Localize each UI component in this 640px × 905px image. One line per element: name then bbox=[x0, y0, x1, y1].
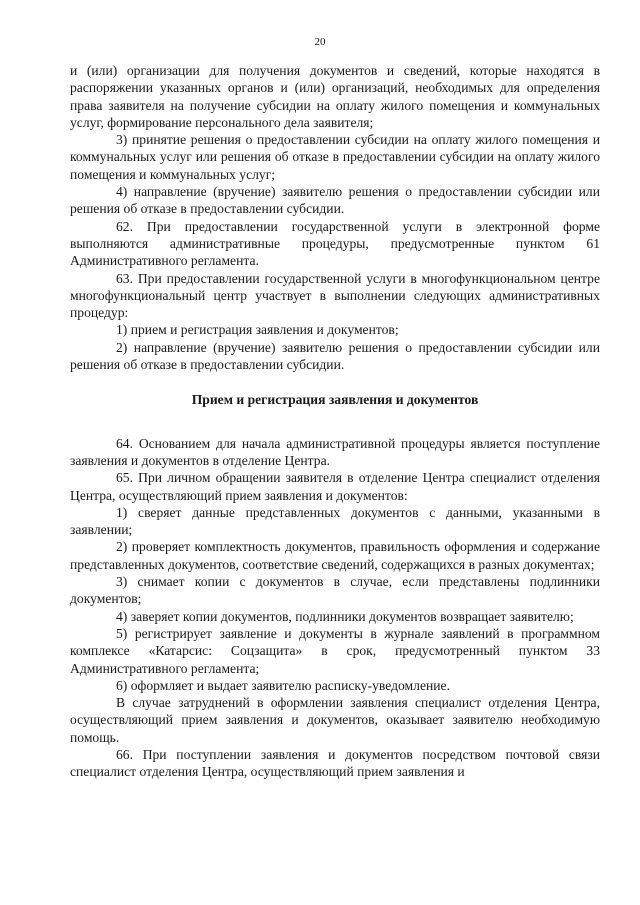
clause-65-item-1: 1) сверяет данные представленных документов с данными, указанными в заявлении; bbox=[70, 504, 600, 538]
list-item-2: 2) направление (вручение) заявителю решения о предоставлении субсидии или решения об отказе в предоставлении субсидии. bbox=[70, 339, 600, 373]
clause-65-item-4: 4) заверяет копии документов, подлинники документов возвращает заявителю; bbox=[116, 608, 574, 624]
clause-65-item-3: 3) снимает копии с документов в случае, если представлены подлинники документов; bbox=[70, 574, 600, 607]
list-item-3: 3) принятие решения о предоставлении субсидии на оплату жилого помещения и коммунальных услуг или решения об отказе в предоставлении субсидии на оплату жилого помещения и коммунальных услуг; bbox=[70, 132, 600, 182]
clause-65: 65. При личном обращении заявителя в отделение Центра специалист отделения Центра, осуществляющий прием заявления и документов: bbox=[70, 470, 600, 503]
list-item-4: 4) направление (вручение) заявителю решения о предоставлении субсидии или решения об отказе в предоставлении субсидии. bbox=[70, 184, 600, 217]
clause-65-note: В случае затруднений в оформлении заявления специалист отделения Центра, осуществляющий прием заявления и документов, оказывает заявителю необходимую помощь. bbox=[70, 695, 600, 745]
page-number: 20 bbox=[314, 36, 326, 48]
clause-65-item-2: 2) проверяет комплектность документов, правильность оформления и содержание представленных документов, соответствие сведений, содержащихся в разных документах; bbox=[70, 539, 600, 572]
document-body bbox=[70, 62, 600, 781]
clause-65-item-5: 5) регистрирует заявление и документы в журнале заявлений в программном комплексе «Катарсис: Соцзащита» в срок, предусмотренный пунктом 33 Административного регламента; bbox=[70, 625, 600, 676]
clause-64: 64. Основанием для начала административной процедуры является поступление заявления и документов в отделение Центра. bbox=[70, 435, 600, 468]
clause-65-item-6: 6) оформляет и выдает заявителю расписку-уведомление. bbox=[116, 677, 450, 693]
paragraph-continuation: и (или) организации для получения документов и сведений, которые находятся в распоряжении указанных органов и (или) организаций, необходимых для определения права заявителя на получение субсидии на оплату жилого помещения и коммунальных услуг, формирование персонального дела заявителя; bbox=[70, 63, 600, 130]
clause-63: 63. При предоставлении государственной услуги в многофункциональном центре многофункциональный центр участвует в выполнении следующих административных процедур: bbox=[70, 270, 600, 321]
section-heading: Прием и регистрация заявления и документов bbox=[191, 392, 479, 408]
clause-62: 62. При предоставлении государственной услуги в электронной форме выполняются административные процедуры, предусмотренные пунктом 61 Административного регламента. bbox=[70, 218, 600, 269]
list-item-1: 1) прием и регистрация заявления и документов; bbox=[116, 322, 399, 338]
clause-66: 66. При поступлении заявления и документов посредством почтовой связи специалист отделения Центра, осуществляющий прием заявления и bbox=[70, 746, 600, 780]
